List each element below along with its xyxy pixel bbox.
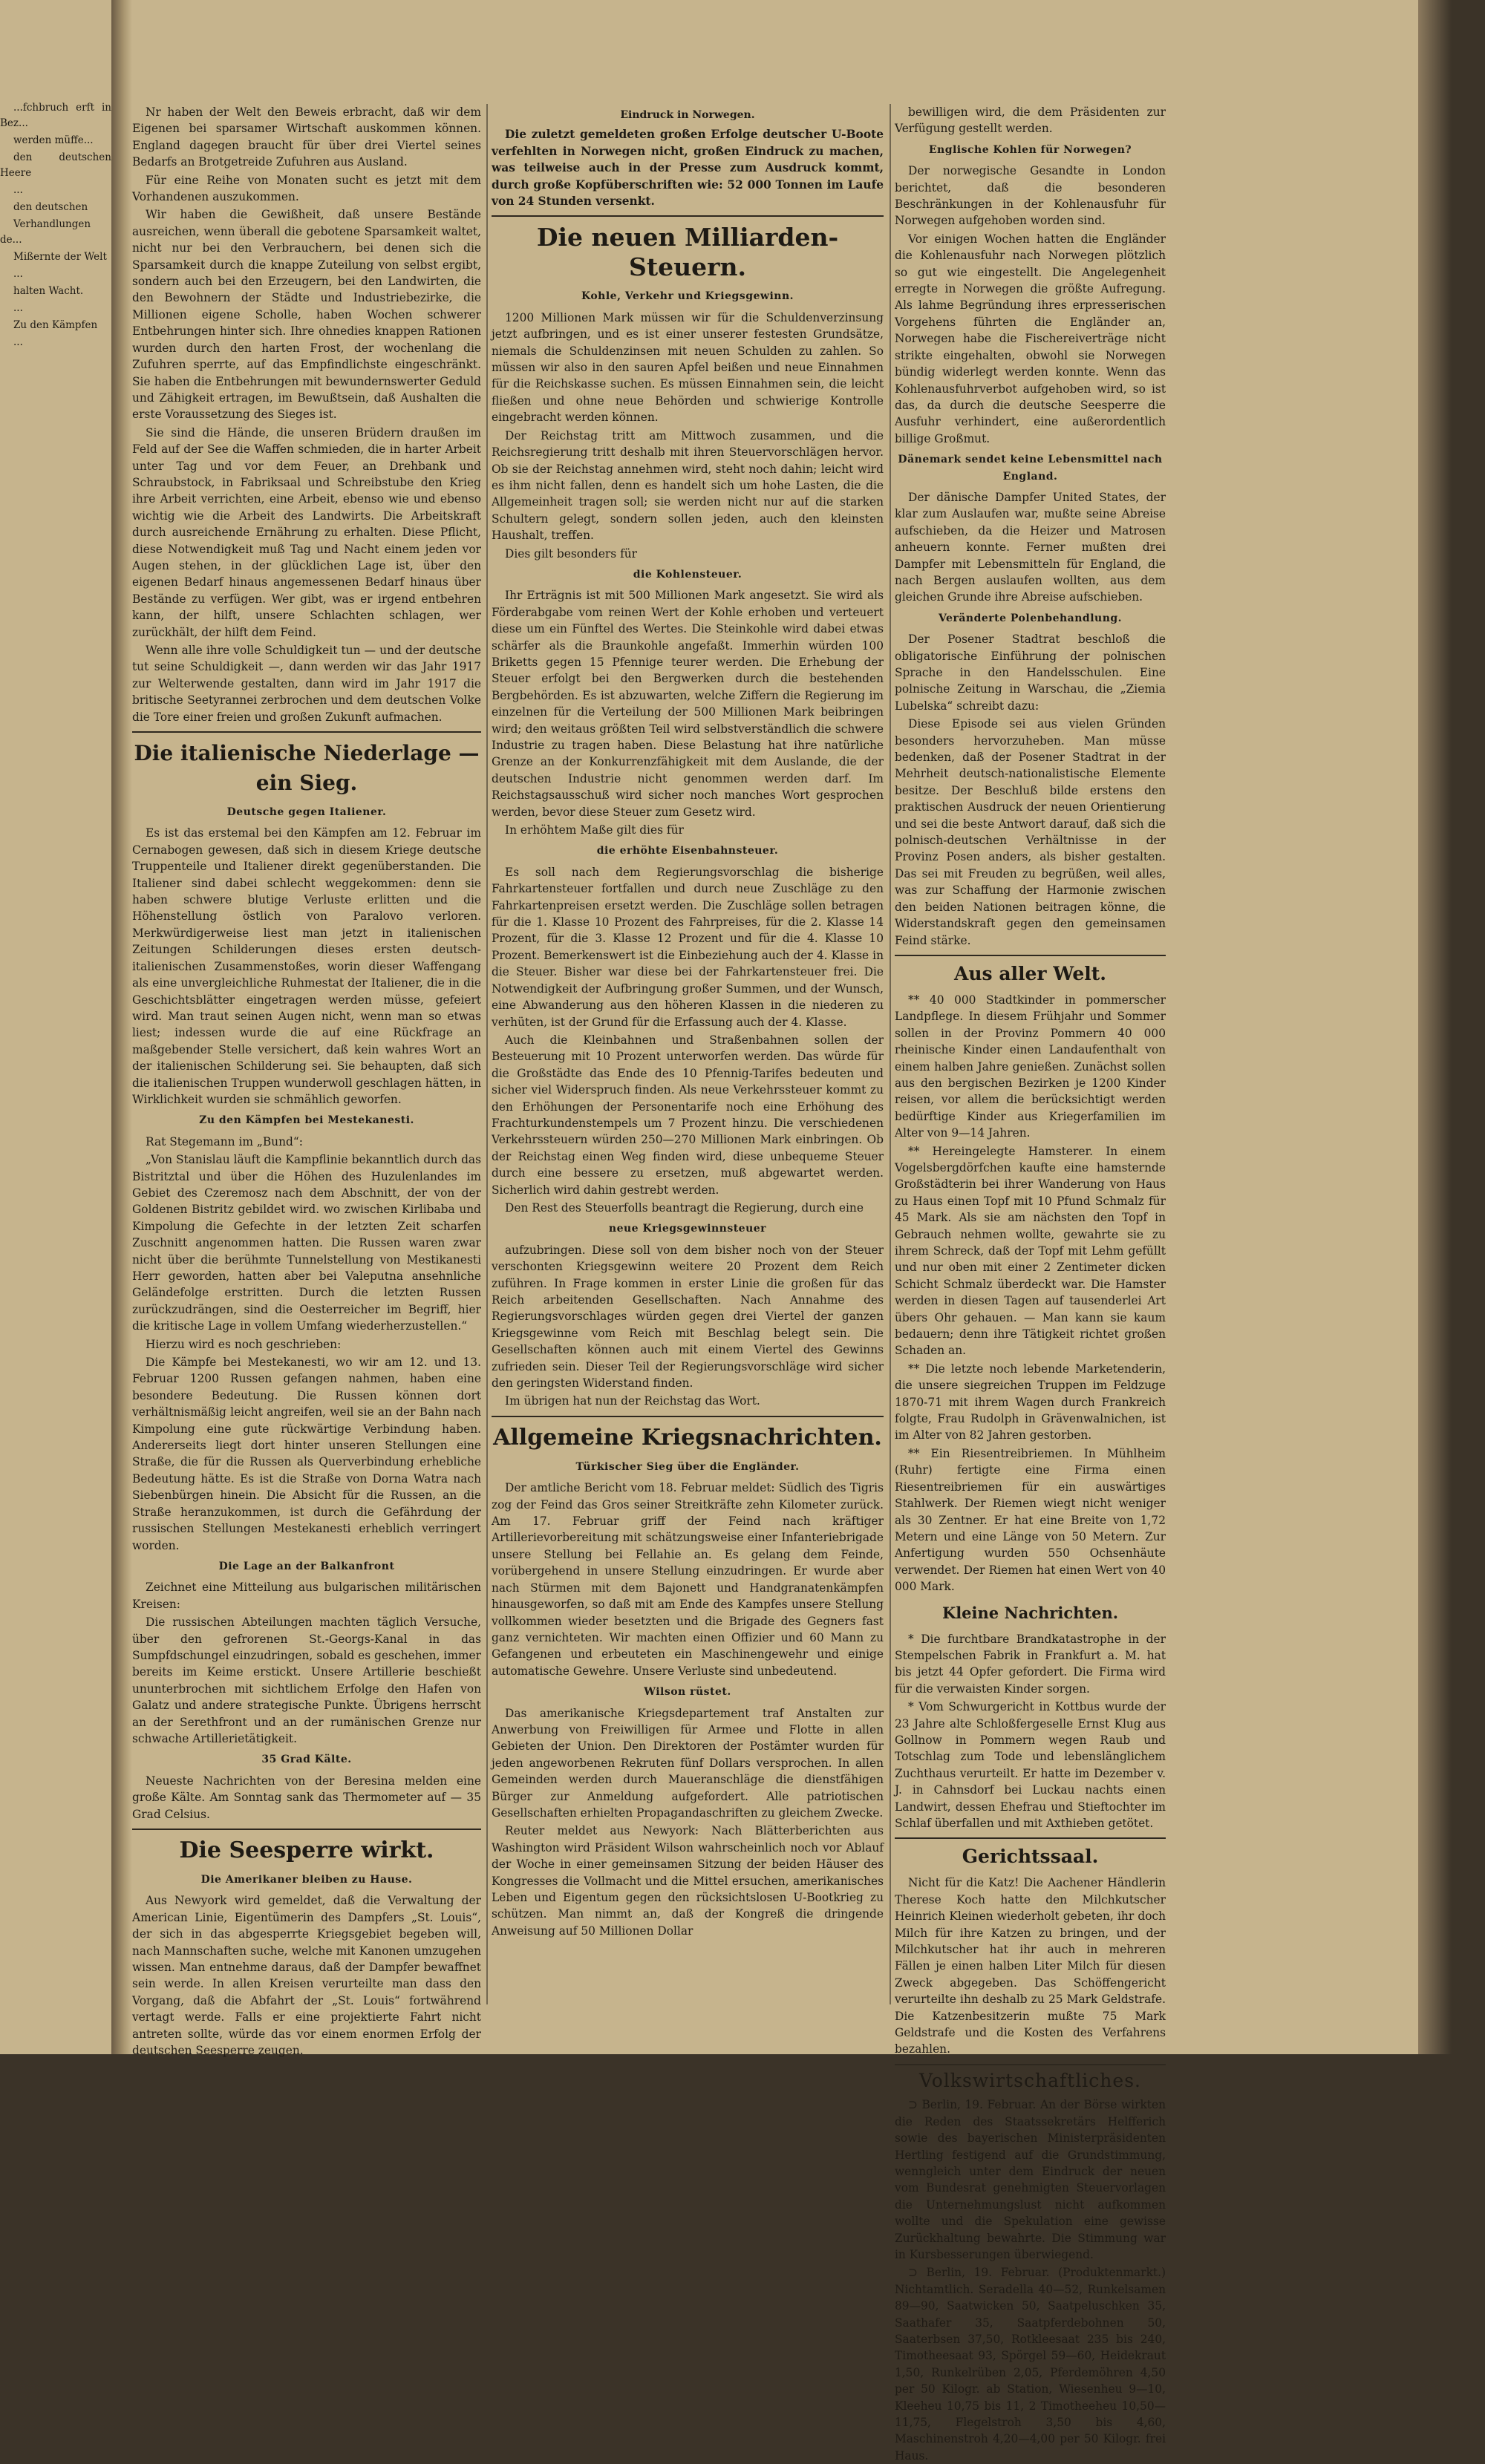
separator — [492, 1416, 884, 1417]
subhead-tuerkischer-sieg: Türkischer Sieg über die Engländer. — [575, 1460, 800, 1473]
cutoff-text-line: Verhandlungen de... — [0, 218, 91, 246]
subhead-polenbehandlung: Veränderte Polenbehandlung. — [938, 612, 1123, 624]
article-paragraph: Es ist das erstemal bei den Kämpfen am 12. Februar im Cernabogen gewesen, daß sich in diesem Kriege deutsche Truppenteile und Italiener direkt gegenüberstanden. Die Italiener sind dabei schlecht weggekommen: denn sie haben schwere blutige Verluste erlitten und die Höhenstellung östlich von Paralovo verloren. Merkwürdigerweise liest man jetzt in italienischen Zeitungen Schilderungen dieses ersten deutsch-italienischen Zusammenstoßes, worin dieser Waffengang als eine unvergleichliche Ruhmestat der Italiener, die in die Geschichtsblätter eingetragen werden müsse, gefeiert wird. Man traut seinen Augen nicht, wenn man so etwas liest; indessen wurde die auf eine Rückfrage an maßgebender Stelle versichert, daß kein wahres Wort an der italienischen Schilderung sei. Sie behaupten, daß sich die italienischen Truppen wunderwoll geschlagen hätten, in Wirklichkeit wurden sie schmählich geworfen. — [132, 826, 481, 1106]
article-paragraph: Wenn alle ihre volle Schuldigkeit tun — und der deutsche tut seine Schuldigkeit —, dann werden wir das Jahr 1917 zur Welterwende gestalten, dann wird im Jahr 1917 die britische Seetyrannei zerbrochen und dem deutschen Volke die Tore einer freien und großen Zukunft aufmachen. — [132, 644, 481, 724]
article-paragraph: 1200 Millionen Mark müssen wir für die Schuldenverzinsung jetzt aufbringen, und es ist einer unserer festesten Grundsätze, niemals die Schuldenzinsen mit neuen Schulden zu zahlen. So müssen wir also in den sauren Apfel beißen und neue Einnahmen für die Reichskasse suchen. Es müssen Einnahmen sein, die leicht fließen und ohne neue Behörden und schwierige Kontrolle eingebracht werden können. — [492, 310, 884, 425]
article-paragraph: Aus Newyork wird gemeldet, daß die Verwaltung der American Linie, Eigentümerin des Dampfers „St. Louis“, der sich in das abgesperrte Kriegsgebiet begeben will, nach Mannschaften suche, welche mit Kanonen umzugehen wissen. Man entnehme daraus, daß der Dampfer bewaffnet sein werde. In allen Kreisen verurteilte man dass den Vorgang, daß die Abfahrt der „St. Louis“ fortwährend vertagt werde. Falls er eine projektierte Fahrt nicht antreten sollte, würde das vor einem enormen Erfolg der deutschen Seesperre zeugen. — [132, 1894, 481, 2058]
article-paragraph: In erhöhtem Maße gilt dies für — [505, 823, 684, 837]
separator — [895, 1837, 1166, 1839]
separator — [895, 2064, 1166, 2065]
market-report: ⊃ Berlin, 19. Februar. An der Börse wirkten die Reden des Staatssekretärs Helfferich sowie des bayerischen Ministerpräsidenten Hertling festigend auf die Grundstimmung, wenngleich unter dem Eindruck der neuen vom Bundesrat genehmigten Steuervorlagen die Unternehmungslust nicht aufkommen wollte und die Spekulation eine gewisse Zurückhaltung bewahrte. Die Stimmung war in Kursbesserungen überwiegend. — [895, 2098, 1166, 2261]
article-paragraph: Nr haben der Welt den Beweis erbracht, daß wir dem Eigenen bei sparsamer Wirtschaft auskommen können. England dagegen braucht für über drei Viertel seines Bedarfs an Brotgetreide Zufuhren aus Ausland. — [132, 105, 481, 169]
cutoff-column — [0, 100, 111, 2016]
headline-seesperre: Die Seesperre wirkt. — [179, 1837, 434, 1863]
article-paragraph: Der dänische Dampfer United States, der klar zum Auslaufen war, mußte seine Abreise aufschieben, da die Heizer und Matrosen anheuern konnte. Ferner mußten drei Dampfer mit Lebensmitteln für England, die nach Bergen auslaufen wollten, aus dem gleichen Grunde ihre Abreise aufschieben. — [895, 490, 1166, 604]
article-paragraph: aufzubringen. Diese soll von dem bisher noch von der Steuer verschonten Kriegsgewinn weitere 20 Prozent dem Reich zuführen. In Frage kommen in erster Linie die großen für das Reich arbeitenden Gesellschaften. Nach Annahme des Regierungsvorschlages würden gegen drei Viertel der ganzen Kriegsgewinne vom Reich mit Beschlag belegt sein. Die Gesellschaften können auch mit einem Viertel des Gewinns zufrieden sein. Dieser Teil der Regierungsvorschläge wird sicher den geringsten Widerstand finden. — [492, 1243, 884, 1391]
article-paragraph: Wir haben die Gewißheit, daß unsere Bestände ausreichen, wenn überall die gebotene Sparsamkeit waltet, nicht nur bei den Verbrauchern, bei denen sich die Sparsamkeit durch die knappe Zuteilung von selbst ergibt, sondern auch bei den Erzeugern, bei den Landwirten, die den Bewohnern der Städte und Industriebezirke, die Millionen eigene Scholle, haben Wochen schwerer Entbehrungen hinter sich. Ihre ohnedies knappen Rationen wurden durch den harten Frost, der wochenlang die Zufuhren sperrte, auf das Empfindlichste eingeschränkt. Sie haben die Entbehrungen mit bewundernswerter Geduld und Zähigkeit ertragen, im Bewußtsein, daß Aushalten die erste Voraussetzung des Sieges ist. — [132, 208, 481, 422]
news-item: * Vom Schwurgericht in Kottbus wurde der 23 Jahre alte Schloßfergeselle Ernst Klug aus Gollnow in Pommern wegen Raub und Totschlag zum Tode und lebenslänglichem Zuchthaus verurteilt. Er hatte im Dezember v. J. in Cahnsdorf bei Luckau nachts einen Landwirt, dessen Ehefrau und Stieftochter im Schlaf überfallen und mit Axthieben getötet. — [895, 1700, 1166, 1830]
cutoff-text-line: den deutschen — [13, 201, 88, 213]
article-paragraph: Zeichnet eine Mitteilung aus bulgarischen militärischen Kreisen: — [132, 1581, 481, 1611]
headline-kriegsnachrichten: Allgemeine Kriegsnachrichten. — [493, 1424, 882, 1451]
article-paragraph: „Von Stanislau läuft die Kampflinie bekanntlich durch das Bistritztal und über die Höhen des Huzulenlandes im Gebiet des Czeremosz nach dem Abschnitt, der von der Goldenen Bistritz gebildet wird. wo zwischen Kirlibaba und Kimpolung die Gefechte in der letzten Zeit scharfen Zuschnitt angenommen hatten. Die Russen waren zwar nicht über die berühmte Tunnelstellung von Mestikanesti Herr geworden, hatten aber bei Valeputna ansehnliche Geländefolge erstritten. Durch die letzten Russen zurückzudrängen, sind die Oesterreicher im Begriff, hier die kritische Lage in vollem Umfang wiederherzustellen.“ — [132, 1153, 481, 1333]
article-paragraph: Die Kämpfe bei Mestekanesti, wo wir am 12. und 13. Februar 1200 Russen gefangen nahmen, haben eine besondere Bedeutung. Die Russen können dort verhältnismäßig leicht angreifen, weil sie an der Bahn nach Kimpolung eine gute rückwärtige Verbindung haben. Andererseits liegt dort hinter unseren Stellungen eine Straße, die für die Russen als Querverbindung erhebliche Bedeutung hätte. Es ist die Straße von Dorna Watra nach Siebenbürgen hinein. Die Absicht für die Russen, an die Straße heranzukommen, ist durch die Gefährdung der russischen Stellungen Mestekanesti erheblich verringert worden. — [132, 1356, 481, 1552]
cutoff-text-line: ... — [13, 268, 23, 280]
article-paragraph: Ihr Erträgnis ist mit 500 Millionen Mark angesetzt. Sie wird als Förderabgabe vom reinen Wert der Kohle erhoben und verteuert diese um ein Fünftel des Wertes. Die Steinkohle wird dabei etwas schärfer als die Braunkohle angefaßt. Immerhin würden 100 Briketts gegen 15 Pfennige teurer werden. Die Erhebung der Steuer erfolgt bei den Bergwerken durch die bestehenden Bergbehörden. Es ist abzuwarten, welche Ziffern die Regierung im einzelnen für die Verteilung der 500 Millionen Mark beibringen wird; den weitaus größten Teil wird selbstverständlich die schwere Industrie zu tragen haben. Diese Belastung hat ihre natürliche Grenze an der Konkurrenzfähigkeit mit dem Auslande, die der deutschen Industrie nicht genommen werden darf. Im Reichstagsausschuß wird sicher noch manches Wort gesprochen werden, bevor diese Steuer zum Gesetz wird. — [492, 589, 884, 819]
cutoff-text-line: den deutschen Heere — [0, 151, 111, 179]
separator — [492, 215, 884, 217]
news-item: ** Hereingelegte Hamsterer. In einem Vogelsbergdörfchen kaufte eine hamsternde Großstädterin bei ihrer Wanderung von Haus zu Haus einen Topf mit 10 Pfund Schmalz für 45 Mark. Als sie am nächsten den Topf in Gebrauch nehmen wollte, gewahrte sie zu ihrem Schreck, daß der Topf mit Lehm gefüllt und nur oben mit einer 2 Zentimeter dicken Schicht Schmalz überdeckt war. Die Hamster werden in diesen Tagen auf tausenderlei Art übers Ohr gehauen. — Man kann sie kaum bedauern; denn ihre Tätigkeit richtet großen Schaden an. — [895, 1144, 1166, 1358]
article-paragraph: Der amtliche Bericht vom 18. Februar meldet: Südlich des Tigris zog der Feind das Gros seiner Streitkräfte zehn Kilometer zurück. Am 17. Februar griff der Feind nach kräftiger Artillerievorbereitung mit schätzungsweise einer Infanteriebrigade unsere Stellung bei Fellahie an. Es gelang dem Feinde, vorübergehend in unsere Stellung einzudringen. Er wurde aber nach Stürmen mit dem Bajonett und Handgranatenkämpfen hinausgeworfen, so daß mit am Ende des Kampfes unsere Stellung vollkommen wieder besetzten und die Brigade des Gegners fast ganz vernichteten. Wir machten einen Offizier und 60 Mann zu Gefangenen und erbeuteten ein Maschinengewehr und einige automatische Gewehre. Unsere Verluste sind unbedeutend. — [492, 1481, 884, 1678]
subhead-mestekanesti: Zu den Kämpfen bei Mestekanesti. — [199, 1114, 414, 1127]
subhead-wilson: Wilson rüstet. — [644, 1686, 731, 1699]
article-paragraph: Es soll nach dem Regierungsvorschlag die bisherige Fahrkartensteuer fortfallen und durch neue Zuschläge zu den Fahrkartenpreisen ersetzt werden. Die Zuschläge sollen betragen für die 1. Klasse 10 Prozent des Fahrpreises, für die 2. Klasse 14 Prozent, für die 3. Klasse 12 Prozent und für die 4. Klasse 10 Prozent. Bemerkenswert ist die Einbeziehung auch der 4. Klasse in die Steuer. Bisher war diese bei der Fahrkartensteuer frei. Die Notwendigkeit der Aufbringung großer Summen, und der Wunsch, eine Abwanderung aus den höheren Klassen in die niederen zu verhüten, ist der Grund für die Erfassung auch der 4. Klasse. — [492, 865, 884, 1029]
subhead-kriegsgewinnsteuer: neue Kriegsgewinnsteuer — [608, 1223, 767, 1235]
article-paragraph: Der norwegische Gesandte in London berichtet, daß die besonderen Beschränkungen in der Kohlenausfuhr für Norwegen aufgehoben worden sind. — [895, 164, 1166, 228]
column-rule — [486, 104, 488, 2004]
binding-gutter — [111, 0, 132, 2054]
headline-italienische-niederlage: Die italienische Niederlage — ein Sieg. — [134, 741, 480, 796]
separator — [132, 1829, 481, 1830]
article-paragraph: Reuter meldet aus Newyork: Nach Blätterberichten aus Washington wird Präsident Wilson wahrscheinlich noch vor Ablauf der Woche in einer gemeinsamen Sitzung der beiden Häuser des Kongresses die Vollmacht und die Mittel ersuchen, amerikanisches Leben und Eigentum gegen den rücksichtslosen U-Bootkrieg zu schützen. Man nimmt an, daß der Kongreß die dringende Anweisung auf 50 Millionen Dollar — [492, 1824, 884, 1938]
cutoff-text-line: ... — [13, 184, 23, 196]
cutoff-text-line: Mißernte der Welt — [13, 251, 107, 263]
subhead-kohle-verkehr: Kohle, Verkehr und Kriegsgewinn. — [581, 290, 794, 303]
column-rule — [890, 104, 891, 2004]
article-paragraph: Hierzu wird es noch geschrieben: — [146, 1337, 342, 1351]
article-paragraph: Nicht für die Katz! Die Aachener Händlerin Therese Koch hatte den Milchkutscher Heinrich Kleinen wiederholt gebeten, ihr doch Milch für ihre Katzen zu bringen, und der Milchkutscher hat ihr auch in mehreren Fällen je einen halben Liter Milch für diesen Zweck abgegeben. Das Schöffengericht verurteilte ihn deshalb zu 25 Mark Geldstrafe. Die Katzenbesitzerin mußte 75 Mark Geldstrafe und die Kosten des Verfahrens bezahlen. — [895, 1876, 1166, 2056]
cutoff-text-line: ... — [13, 302, 23, 314]
news-item: ** Ein Riesentreibriemen. In Mühlheim (Ruhr) fertigte eine Firma einen Riesentreibriemen für ein auswärtiges Stahlwerk. Der Riemen wiegt nicht weniger als 30 Zentner. Er hat eine Breite von 1,72 Metern und eine Länge von 50 Metern. Zur Anfertigung wurden 550 Ochsenhäute verwendet. Der Riemen hat einen Wert von 40 000 Mark. — [895, 1446, 1166, 1594]
subhead-kohlen-norwegen: Englische Kohlen für Norwegen? — [928, 143, 1132, 156]
separator — [132, 731, 481, 733]
article-paragraph: Sie sind die Hände, die unseren Brüdern draußen im Feld auf der See die Waffen schmieden, die in harter Arbeit unter Tag und vor dem Feuer, an Drehbank und Schraubstock, in Fabriksaal und Schreibstube den Krieg ihre Arbeit verrichten, eine Arbeit, ebenso wie und ebenso wichtig wie die Arbeit des Landwirts. Die Arbeitskraft durch ausreichende Ernährung zu erhalten. Diese Pflicht, diese Notwendigkeit muß Tag und Nacht einem jeden vor Augen stehen, in der glücklichen Lage ist, über den eigenen Bedarf hinaus angemessenen Bedarf hinaus über Bestände zu verfügen. Wer gibt, was er irgend entbehren kann, der hilft, unsere Schlachten schlagen, wer zurückhält, der hilft dem Feind. — [132, 425, 481, 639]
column-3 — [895, 104, 1166, 2463]
subhead-eisenbahnsteuer: die erhöhte Eisenbahnsteuer. — [596, 845, 779, 857]
article-paragraph: Der Reichstag tritt am Mittwoch zusammen, und die Reichsregierung tritt deshalb mit ihren Steuervorschlägen hervor. Ob sie der Reichstag annehmen wird, steht noch dahin; leicht wird es ihm nicht fallen, denn es handelt sich um hohe Lasten, die die Allgemeinheit tragen soll; sie werden nicht nur auf die starken Schultern gelegt, sondern sollen jeden, auch den kleinsten Haushalt, treffen. — [492, 428, 884, 543]
cutoff-text-line: Zu den Kämpfen — [13, 319, 98, 331]
news-item: ** 40 000 Stadtkinder in pommerscher Landpflege. In diesem Frühjahr und Sommer sollen in der Provinz Pommern 40 000 rheinische Kinder einen Landaufenthalt von einem halben Jahre genießen. Zunächst sollen aus den bergischen Bezirken je 1200 Kinder reisen, vor allem die berücksichtigt werden bedürftige Kinder aus Kriegerfamilien im Alter von 9—14 Jahren. — [895, 993, 1166, 1140]
subhead-amerikaner: Die Amerikaner bleiben zu Hause. — [200, 1874, 413, 1886]
article-paragraph: bewilligen wird, die dem Präsidenten zur Verfügung gestellt werden. — [895, 105, 1166, 136]
news-item: * Die furchtbare Brandkatastrophe in der Stempelschen Fabrik in Frankfurt a. M. hat bis jetzt 44 Opfer gefordert. Die Firma wird für die verwaisten Kinder sorgen. — [895, 1632, 1166, 1696]
article-paragraph: Auch die Kleinbahnen und Straßenbahnen sollen der Besteuerung mit 10 Prozent unterworfen werden. Das würde für die Großstädte das Ende des 10 Pfennig-Tarifes bedeuten und sicher viel Widerspruch finden. Als neue Verkehrssteuer kommt zu den Erhöhungen der Personentarife noch eine Erhöhung des Frachturkundenstempels um 7 Prozent hinzu. Die verschiedenen Verkehrssteuern würden 250—270 Millionen Mark einbringen. Ob der Reichstag einen Weg finden wird, diese unbequeme Steuer durch eine bessere zu ersetzen, muß abgewartet werden. Sicherlich wird dahin gestrebt werden. — [492, 1033, 884, 1197]
cutoff-text-line: werden müffe... — [13, 134, 94, 146]
article-paragraph: Die russischen Abteilungen machten täglich Versuche, über den gefrorenen St.-Georgs-Kanal in das Sumpfdschungel einzudringen, sobald es geschehen, immer bereits im Keime erstickt. Unsere Artillerie beschießt ununterbrochen mit sichtlichem Erfolge den Hafen von Galatz und andere strategische Punkte. Übrigens herrscht an der Serethfront und an der rumänischen Grenze nur schwache Artillerietätigkeit. — [132, 1615, 481, 1745]
article-paragraph: Diese Episode sei aus vielen Gründen besonders hervorzuheben. Man müsse bedenken, daß der Posener Stadtrat in der Mehrheit deutsch-nationalistische Elemente besitze. Der Beschluß bilde erstens den praktischen Ausdruck der neuen Orientierung und sei die beste Antwort darauf, daß sich die polnisch-deutschen Verhältnisse in der Provinz Posen anders, als bisher gestalten. Das sei mit Freuden zu begrüßen, weil alles, was zur Schaffung der Harmonie zwischen den beiden Nationen beitragen könne, die Widerstandskraft gegen den gemeinsamen Feind stärke. — [895, 717, 1166, 947]
headline-gerichtssaal: Gerichtssaal. — [962, 1846, 1099, 1868]
article-paragraph: Neueste Nachrichten von der Beresina melden eine große Kälte. Am Sonntag sank das Thermometer auf — 35 Grad Celsius. — [132, 1774, 481, 1821]
subhead-kohlensteuer: die Kohlensteuer. — [633, 568, 742, 581]
headline-aus-aller-welt: Aus aller Welt. — [953, 962, 1107, 984]
cutoff-text-line: ... — [13, 336, 23, 348]
subhead-daenemark: Dänemark sendet keine Lebensmittel nach England. — [898, 454, 1163, 483]
article-paragraph: Die zuletzt gemeldeten großen Erfolge deutscher U-Boote verfehlten in Norwegen nicht, großen Eindruck zu machen, was teilweise auch in der Presse zum Ausdruck kommt, durch große Kopfüberschriften wie: 52 000 Tonnen im Laufe von 24 Stunden versenkt. — [492, 128, 884, 209]
news-item: ** Die letzte noch lebende Marketenderin, die unsere siegreichen Truppen im Feldzuge 1870-71 mit ihrem Wagen durch Frankreich folgte, Frau Rudolph in Grävenwalnichen, ist im Alter von 82 Jahren gestorben. — [895, 1362, 1166, 1442]
cutoff-text-line: halten Wacht. — [13, 285, 84, 297]
separator — [895, 955, 1166, 956]
market-report: ⊃ Berlin, 19. Februar. (Produktenmarkt.) Nichtamtlich. Seradella 40—52, Runkelsamen 89—90, Saatwicken 50, Saatpeluschken 35, Saathafer 35, Saatpferdebohnen 50, Saaterbsen 37,50, Rotkleesaat 235 bis 240, Timotheesaat 93, Spörgel 59—60, Heidekraut 1,50, Runkelrüben 2,05, Pferdemöhren 4,50 per 50 Kilogr. ab Station, Wiesenheu 9—10, Kleeheu 10,75 bis 11, 2 Timotheeheu 10,50—11,75, Flegelstroh 3,50 bis 4,60, Maschinenstroh 4,20—4,00 per 50 Kilogr. frei Haus. — [895, 2266, 1166, 2463]
cutoff-text-line: ...fchbruch erft in Bez... — [0, 102, 111, 129]
article-paragraph: Im übrigen hat nun der Reichstag das Wort. — [505, 1394, 760, 1408]
article-paragraph: Dies gilt besonders für — [505, 546, 638, 561]
article-paragraph: Für eine Reihe von Monaten sucht es jetzt mit dem Vorhandenen auszukommen. — [132, 173, 481, 204]
page-edge — [1418, 0, 1452, 2054]
headline-milliarden-steuern: Die neuen Milliarden-Steuern. — [536, 223, 839, 282]
article-paragraph: Rat Stegemann im „Bund“: — [146, 1134, 303, 1148]
article-paragraph: Das amerikanische Kriegsdepartement traf Anstalten zur Anwerbung von Freiwilligen für Armee und Flotte in allen Gebieten der Union. Den Direktoren der Postämter wurden für jeden angeworbenen Rekruten fünf Dollars versprochen. In allen Gemeinden werden durch Maueranschläge die dienstfähigen Bürger zur Anmeldung aufgefordert. Alle patriotischen Gesellschaften erhielten Propagandaschriften zu gleichem Zwecke. — [492, 1706, 884, 1820]
column-1 — [132, 104, 481, 2058]
headline-volkswirtschaftliches: Volkswirtschaftliches. — [919, 2069, 1141, 2091]
article-paragraph: Vor einigen Wochen hatten die Engländer die Kohlenausfuhr nach Norwegen plötzlich so gut wie eingestellt. Die Angelegenheit erregte in Norwegen die größte Aufregung. Als lahme Begründung ihres erpresserischen Vorgehens führten die Engländer an, Norwegen habe die Fischereiverträge nicht strikte eingehalten, obwohl sie Norwegen bündig widerlegt werden konnte. Wenn das Kohlenausfuhrverbot aufgehoben wird, so ist das, da durch die deutsche Seesperre die Ausfuhr verhindert, eine außerordentlich billige Großmut. — [895, 232, 1166, 445]
article-paragraph: Den Rest des Steuerfolls beantragt die Regierung, durch eine — [505, 1200, 864, 1215]
subhead-deutsche-gegen-italiener: Deutsche gegen Italiener. — [226, 806, 387, 819]
article-paragraph: Der Posener Stadtrat beschloß die obligatorische Einführung der polnischen Sprache in den Handelsschulen. Eine polnische Zeitung in Warschau, die „Ziemia Lubelska“ schreibt dazu: — [895, 633, 1166, 713]
subhead-balkanfront: Die Lage an der Balkanfront — [218, 1560, 395, 1572]
headline-kleine-nachrichten: Kleine Nachrichten. — [941, 1603, 1119, 1622]
column-2 — [492, 104, 884, 2019]
subhead-eindruck-norwegen: Eindruck in Norwegen. — [620, 109, 755, 121]
subhead-kaelte: 35 Grad Kälte. — [261, 1754, 352, 1766]
